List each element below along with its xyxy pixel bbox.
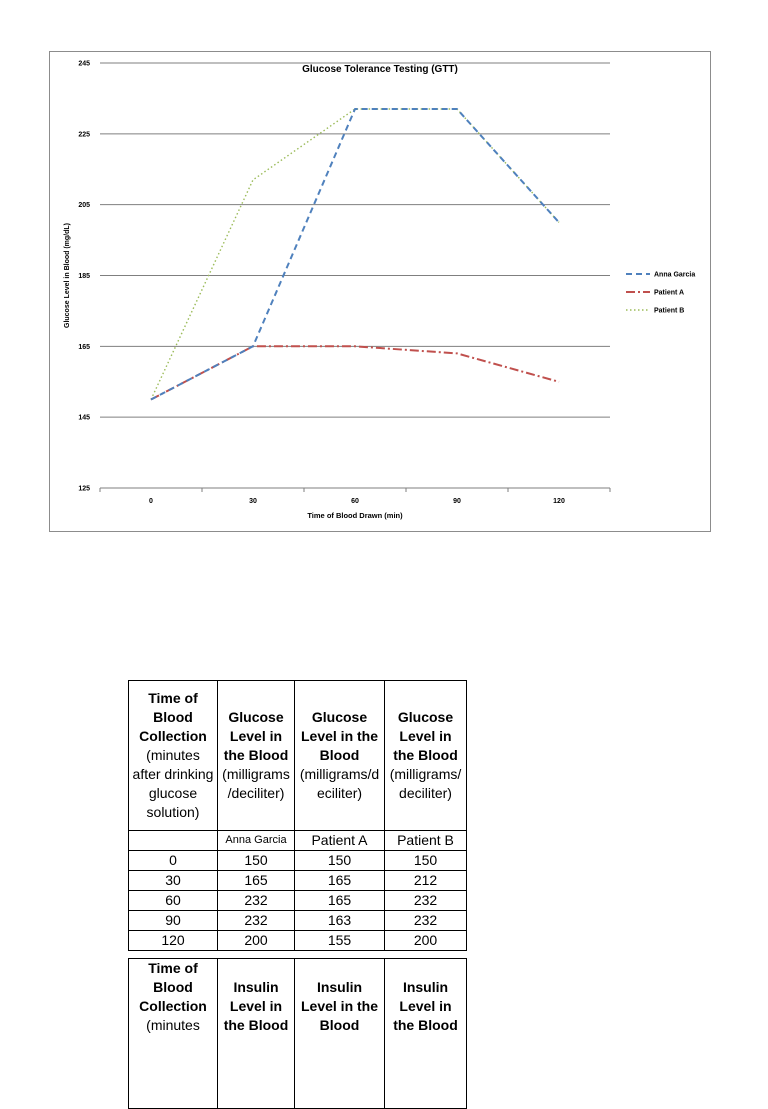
glucose-table — [128, 680, 467, 951]
table-row — [129, 911, 467, 931]
header-line: deciliter) — [399, 785, 452, 801]
glucose-subheader-row — [129, 831, 467, 851]
header-line: Insulin — [233, 979, 279, 995]
legend-label: Anna Garcia — [654, 271, 696, 279]
series-line-anna-garcia — [151, 109, 559, 400]
header-line: Level in the — [300, 728, 379, 744]
header-line: (milligrams/d — [299, 766, 380, 782]
subheader-cell: Anna Garcia — [218, 831, 295, 851]
table-cell: 90 — [129, 911, 218, 931]
table-cell: 150 — [385, 851, 467, 871]
table-cell: 165 — [218, 871, 295, 891]
y-tick-label: 245 — [78, 60, 90, 68]
y-tick-label: 205 — [78, 202, 90, 210]
header-line: Collection — [139, 998, 207, 1014]
header-line: Blood — [319, 747, 360, 763]
x-tick-label: 90 — [453, 498, 461, 505]
subheader-cell: Patient B — [385, 831, 467, 851]
x-tick-label: 120 — [553, 498, 565, 505]
legend-label: Patient A — [654, 289, 685, 297]
header-line: Level in — [399, 998, 452, 1014]
glucose-header-row — [129, 681, 467, 831]
glucose-header-time — [129, 681, 218, 831]
header-line: Blood — [153, 709, 193, 725]
header-line: the Blood — [223, 1017, 289, 1033]
header-line: after drinking — [132, 766, 214, 782]
subheader-cell — [129, 831, 218, 851]
header-line: eciliter) — [316, 785, 363, 801]
table-cell: 0 — [129, 851, 218, 871]
header-line: Collection — [139, 728, 207, 744]
glucose-header-patient-a — [295, 681, 385, 831]
insulin-header-anna — [218, 959, 295, 1109]
y-tick-label: 225 — [78, 131, 90, 139]
table-cell: 232 — [385, 891, 467, 911]
table-cell: 120 — [129, 931, 218, 951]
x-tick-label: 60 — [351, 498, 359, 505]
series-line-patient-b — [151, 109, 559, 400]
header-line: (milligrams — [222, 766, 290, 782]
y-tick-label: 145 — [78, 414, 90, 422]
table-cell: 165 — [295, 891, 385, 911]
header-line: the Blood — [223, 747, 289, 763]
header-line: solution) — [146, 804, 200, 820]
header-line: (minutes — [146, 1017, 200, 1033]
x-tick-label: 30 — [249, 498, 257, 505]
legend-label: Patient B — [654, 307, 685, 315]
x-axis-label: Time of Blood Drawn (min) — [307, 511, 403, 520]
table-cell: 200 — [218, 931, 295, 951]
table-cell: 155 — [295, 931, 385, 951]
header-line: Level in — [399, 728, 452, 744]
header-line: the Blood — [393, 1017, 458, 1033]
header-line: the Blood — [393, 747, 458, 763]
table-row — [129, 931, 467, 951]
subheader-cell: Patient A — [295, 831, 385, 851]
table-cell: 60 — [129, 891, 218, 911]
header-line: Level in — [229, 728, 283, 744]
glucose-line-chart — [50, 52, 710, 531]
y-tick-label: 165 — [78, 343, 90, 351]
table-cell: 212 — [385, 871, 467, 891]
insulin-table — [128, 958, 467, 1109]
table-cell: 150 — [295, 851, 385, 871]
header-line: Insulin — [402, 979, 449, 995]
header-line: Time of — [148, 690, 198, 706]
table-cell: 30 — [129, 871, 218, 891]
insulin-header-time — [129, 959, 218, 1109]
header-line: Level in the — [300, 998, 379, 1014]
header-line: (minutes — [146, 747, 200, 763]
header-line: (milligrams/ — [389, 766, 462, 782]
table-cell: 163 — [295, 911, 385, 931]
table-cell: 165 — [295, 871, 385, 891]
header-line: Insulin — [316, 979, 363, 995]
header-line: Glucose — [311, 709, 368, 725]
header-line: glucose — [148, 785, 198, 801]
header-line: Blood — [319, 1017, 360, 1033]
y-tick-label: 125 — [78, 485, 90, 493]
table-cell: 150 — [218, 851, 295, 871]
insulin-header-patient-b — [385, 959, 467, 1109]
header-line: Glucose — [228, 709, 284, 725]
chart-title: Glucose Tolerance Testing (GTT) — [302, 64, 458, 75]
table-cell: 232 — [218, 891, 295, 911]
insulin-header-row — [129, 959, 467, 1109]
header-line: Blood — [153, 979, 193, 995]
x-tick-label: 0 — [149, 498, 153, 505]
y-axis-label: Glucose Level in Blood (mg/dL) — [64, 222, 71, 329]
y-tick-label: 185 — [78, 273, 90, 280]
header-line: Level in — [229, 998, 283, 1014]
glucose-header-anna — [218, 681, 295, 831]
header-line: Time of — [148, 960, 198, 976]
chart-frame — [49, 51, 711, 532]
table-row — [129, 871, 467, 891]
table-row — [129, 891, 467, 911]
table-cell: 232 — [385, 911, 467, 931]
insulin-header-patient-a — [295, 959, 385, 1109]
header-line: Glucose — [397, 709, 454, 725]
series-line-patient-a — [151, 346, 559, 399]
table-row — [129, 851, 467, 871]
header-line: /deciliter) — [227, 785, 285, 801]
table-cell: 232 — [218, 911, 295, 931]
glucose-header-patient-b — [385, 681, 467, 831]
table-cell: 200 — [385, 931, 467, 951]
